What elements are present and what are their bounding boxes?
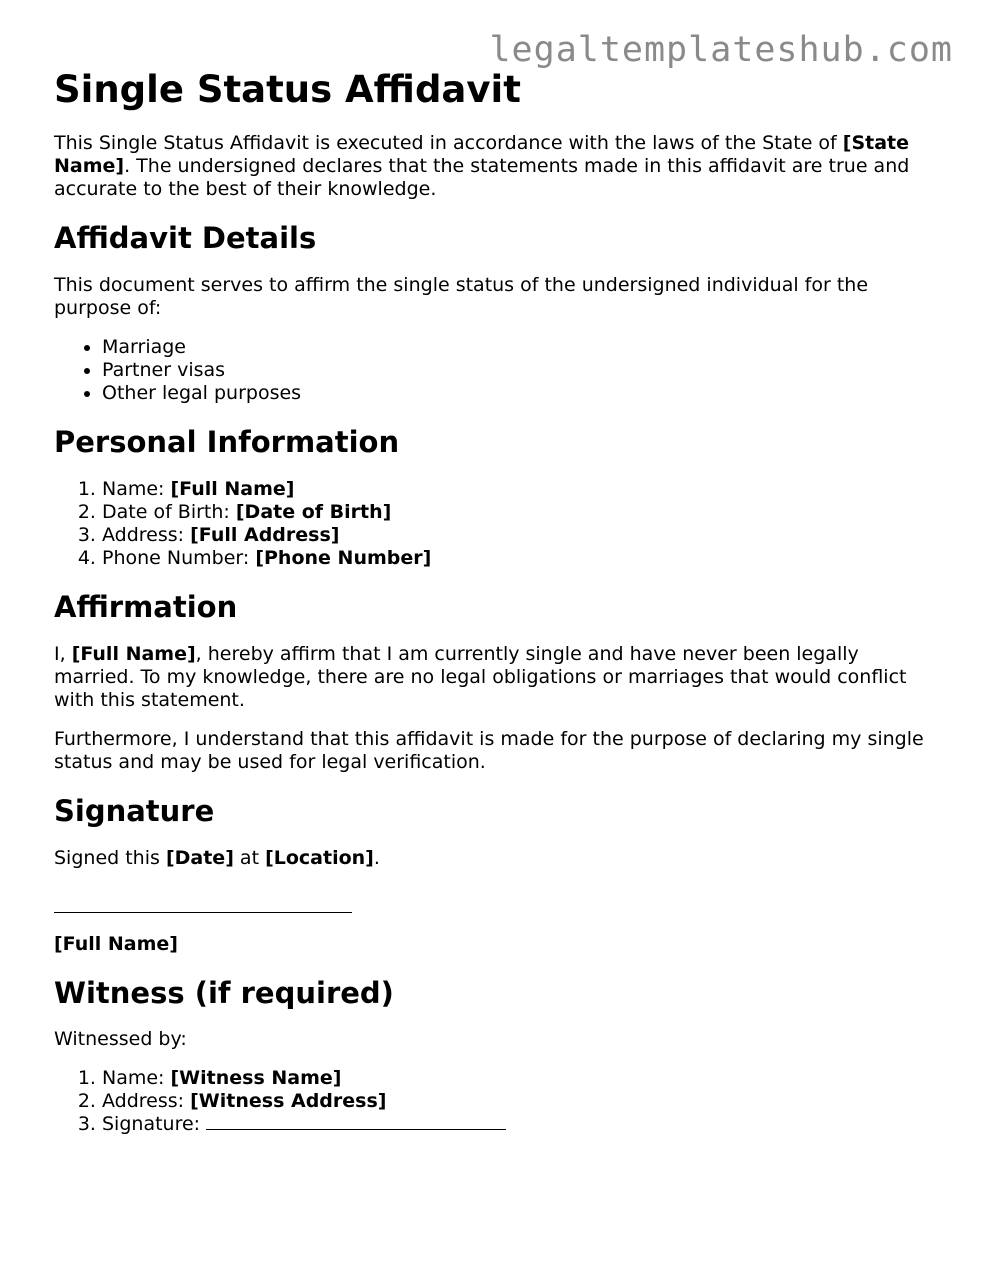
phone-number-field: [Phone Number]	[255, 546, 432, 569]
signer-name	[54, 933, 934, 956]
field-label: Address:	[102, 1090, 191, 1113]
witness-signature-line	[206, 1113, 506, 1130]
list-item	[102, 1113, 934, 1136]
list-item: • Other legal purposes	[102, 382, 934, 405]
address-field: [Full Address]	[190, 523, 340, 546]
signature-line	[54, 894, 352, 913]
list-item	[102, 501, 934, 524]
date-of-birth-field: [Date of Birth]	[235, 500, 392, 523]
witness-address-field: [Witness Address]	[190, 1090, 387, 1113]
list-item	[102, 547, 934, 570]
signed-text: .	[373, 846, 380, 869]
signature-heading: Signature	[54, 793, 215, 828]
signature-line-block	[54, 894, 934, 917]
field-label: Name:	[102, 1067, 171, 1090]
list-item	[102, 1090, 934, 1113]
list-item: • Partner visas	[102, 359, 934, 382]
list-item	[102, 524, 934, 547]
state-name-field: [State Name]	[54, 132, 910, 178]
field-label: Phone Number:	[102, 546, 256, 569]
full-name-field: [Full Name]	[71, 642, 196, 665]
witness-heading: Witness (if required)	[54, 975, 394, 1010]
intro-paragraph	[54, 132, 934, 201]
list-item: • Marriage	[102, 336, 934, 359]
full-name-field: [Full Name]	[170, 477, 295, 500]
signed-text: Signed this	[54, 846, 166, 869]
witness-name-field: [Witness Name]	[170, 1067, 342, 1090]
affirmation-paragraph-1	[54, 643, 934, 712]
watermark: legaltemplateshub.com	[489, 30, 953, 70]
personal-heading: Personal Information	[54, 425, 400, 460]
intro-text-2: . The undersigned declares that the statements made in this affidavit are true and accurate to the best of their knowledge.	[54, 155, 910, 201]
details-text: This document serves to affirm the single status of the undersigned individual for the purpose of:	[54, 274, 869, 320]
details-heading: Affidavit Details	[54, 221, 317, 256]
purpose-list	[54, 336, 934, 405]
field-label: Name:	[102, 477, 171, 500]
affirmation-heading: Affirmation	[54, 589, 238, 624]
field-label: Date of Birth:	[102, 500, 236, 523]
affirmation-text: , hereby affirm that I am currently single and have never been legally married. To my knowledge, there are no legal obligations or marriages that would conflict with this statement.	[54, 642, 907, 711]
witness-intro: Witnessed by:	[54, 1028, 187, 1051]
signed-line	[54, 847, 934, 870]
date-field: [Date]	[165, 846, 234, 869]
field-label: Address:	[102, 523, 191, 546]
signed-text: at	[233, 846, 266, 869]
list-item	[102, 478, 934, 501]
affirmation-text: I,	[54, 642, 72, 665]
list-item	[102, 1067, 934, 1090]
witness-list	[54, 1067, 934, 1136]
intro-text-1: This Single Status Affidavit is executed in accordance with the laws of the State of	[54, 132, 843, 155]
location-field: [Location]	[265, 846, 374, 869]
affirmation-paragraph-2: Furthermore, I understand that this affidavit is made for the purpose of declaring my single status and may be used for legal verification.	[54, 727, 924, 773]
field-label: Signature:	[102, 1113, 207, 1136]
full-name-field: [Full Name]	[54, 932, 178, 955]
personal-list	[54, 478, 934, 570]
document-title: Single Status Affidavit	[54, 68, 521, 111]
document	[54, 68, 934, 1152]
